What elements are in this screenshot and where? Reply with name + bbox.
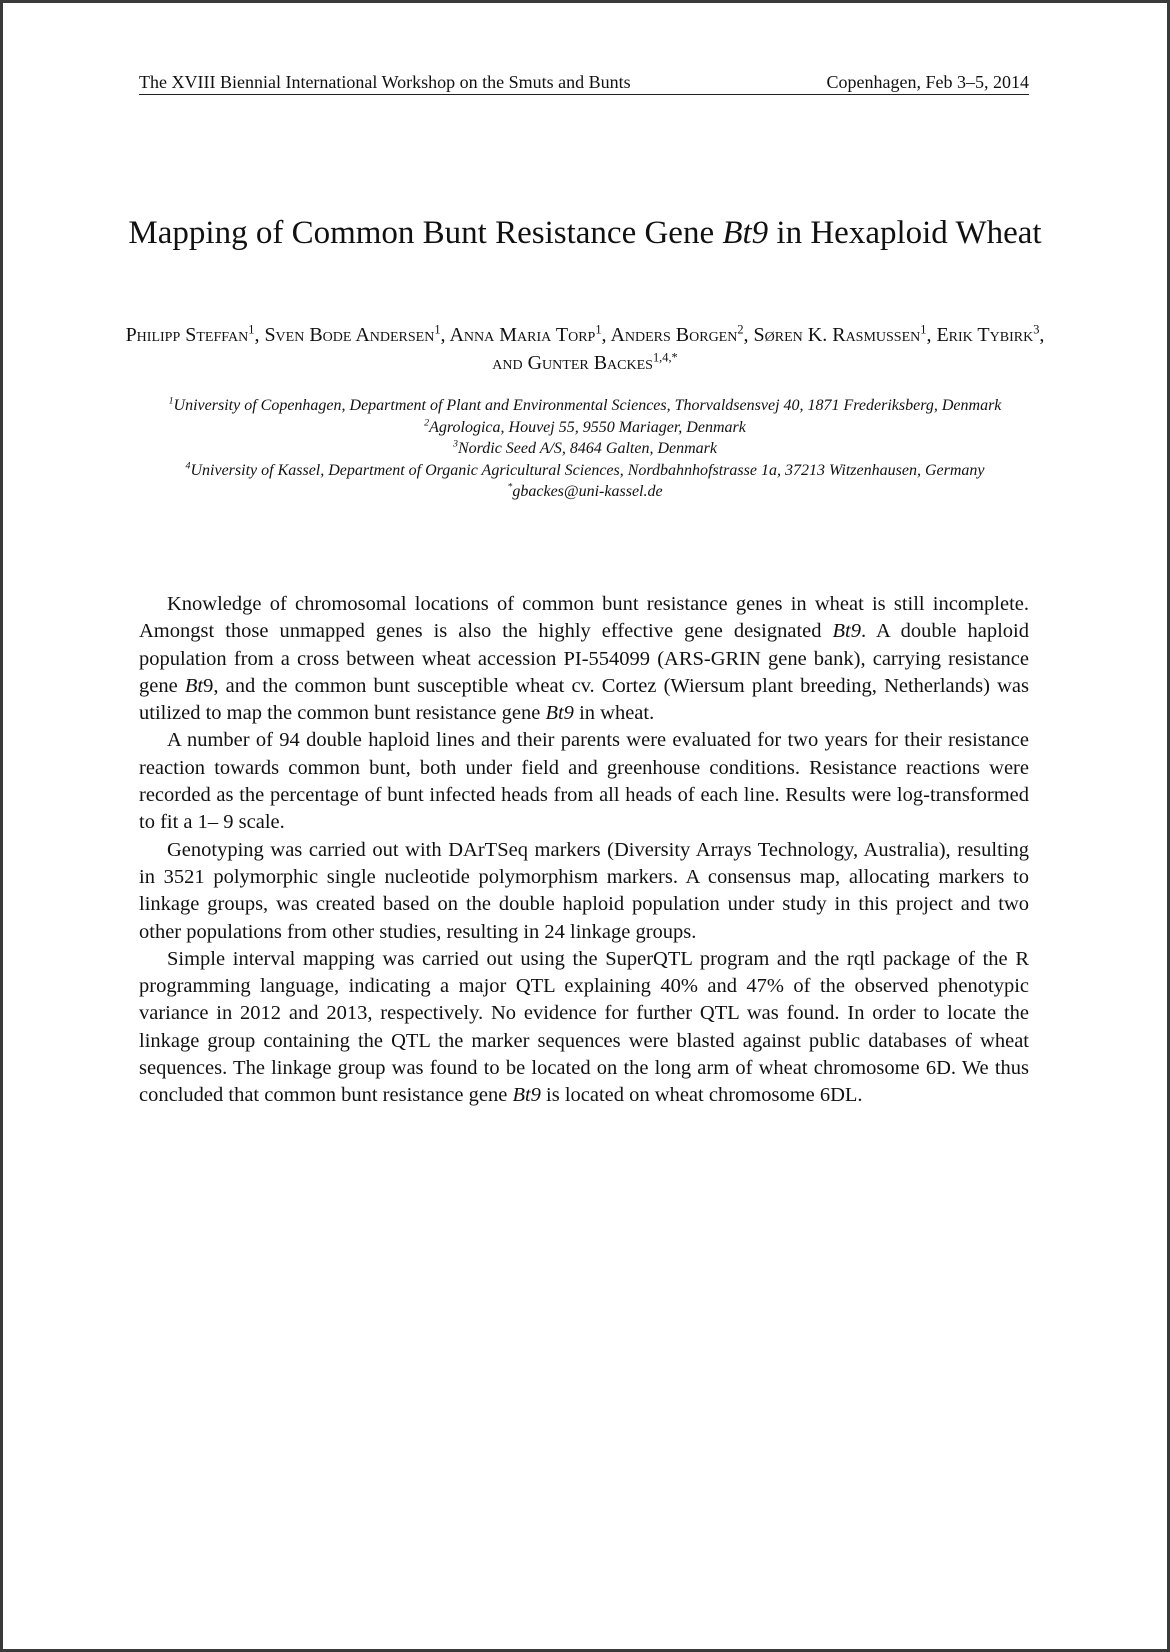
author-affiliation-mark: 3 xyxy=(1033,322,1040,337)
abstract-paragraph xyxy=(139,837,1029,946)
affiliation-mark: 3 xyxy=(452,438,458,450)
header-location-date: Copenhagen, Feb 3–5, 2014 xyxy=(826,72,1029,92)
affiliation-text: Nordic Seed A/S, 8464 Galten, Denmark xyxy=(457,440,718,457)
gene-name: Bt xyxy=(184,674,204,697)
gene-name: Bt9 xyxy=(545,702,574,725)
paragraph-text: 9, and the common bunt susceptible wheat cv. Cortez (Wiersum plant breeding, Netherlands) was utilized to map the common bunt resistance gene xyxy=(139,674,1030,725)
paragraph-text: A number of 94 double haploid lines and their parents were evaluated for two years for their resistance reaction towards common bunt, both under field and greenhouse conditions. Resistance reactions were recorded as the percentage of bunt infected heads from all heads of each line. Results were log-transformed to fit a 1– 9 scale. xyxy=(139,729,1029,834)
author-affiliation-mark: 1,4,* xyxy=(652,350,678,365)
author-affiliation-mark: 1 xyxy=(920,322,927,337)
paper-title xyxy=(123,211,1047,255)
affiliation-line xyxy=(137,481,1033,503)
author-separator: , xyxy=(926,324,937,346)
affiliation-line xyxy=(137,417,1033,439)
author-name: Sven Bode Andersen xyxy=(264,324,435,346)
abstract-paragraph xyxy=(139,727,1029,836)
affiliation-mark: 4 xyxy=(185,460,191,472)
affiliation-text: University of Copenhagen, Department of Plant and Environmental Sciences, Thorvaldsensvej 40, 1871 Frederiksberg, Denmark xyxy=(173,397,1002,414)
affiliation-mark: 2 xyxy=(424,417,430,429)
author-name: Erik Tybirk xyxy=(936,324,1034,346)
author-name: Gunter Backes xyxy=(527,352,653,374)
author-affiliation-mark: 1 xyxy=(434,322,441,337)
running-header xyxy=(139,67,1029,95)
title-gene-name: Bt9 xyxy=(722,215,769,251)
paragraph-text: Simple interval mapping was carried out using the SuperQTL program and the rqtl package of the R programming language, indicating a major QTL explaining 40% and 47% of the observed phenotypic variance in 2012 and 2013, respectively. No evidence for further QTL was found. In order to locate the linkage group containing the QTL the marker sequences were blasted against public databases of wheat sequences. The linkage group was found to be located on the long arm of wheat chromosome 6D. We thus concluded that common bunt resistance gene xyxy=(139,947,1029,1107)
abstract-body xyxy=(139,591,1029,1110)
abstract-paragraph xyxy=(139,946,1029,1110)
author-affiliation-mark: 1 xyxy=(595,322,602,337)
author-name: Philipp Steffan xyxy=(125,324,249,346)
title-text-start: Mapping of Common Bunt Resistance Gene xyxy=(128,215,723,251)
affiliation-line xyxy=(137,438,1033,460)
author-separator: , xyxy=(254,324,265,346)
gene-name: Bt9 xyxy=(832,620,861,643)
affiliation-text: University of Kassel, Department of Organic Agricultural Sciences, Nordbahnhofstrasse 1a, 37213 Witzenhausen, Germany xyxy=(190,461,985,479)
paragraph-text: in wheat. xyxy=(573,702,655,725)
author-separator: , xyxy=(440,324,450,346)
author-affiliation-mark: 2 xyxy=(737,322,744,337)
affiliation-line xyxy=(137,460,1033,482)
abstract-paragraph xyxy=(139,591,1029,727)
header-workshop-name: The XVIII Biennial International Workshop on the Smuts and Bunts xyxy=(139,72,631,92)
paragraph-text: . A double haploid population from a cross between wheat accession PI-554099 (ARS-GRIN gene bank), carrying resistance gene xyxy=(139,620,1029,697)
paragraph-text: Genotyping was carried out with DArTSeq markers (Diversity Arrays Technology, Australia), resulting in 3521 polymorphic single nucleotide polymorphism markers. A consensus map, allocating markers to linkage groups, was created based on the double haploid population under study in this project and two other populations from other studies, resulting in 24 linkage groups. xyxy=(139,838,1029,943)
affiliation-mark: 1 xyxy=(168,395,174,407)
paper-page xyxy=(3,3,1167,1649)
affiliation-list xyxy=(137,395,1033,503)
author-affiliation-mark: 1 xyxy=(248,322,255,337)
author-list xyxy=(123,321,1047,377)
affiliation-line xyxy=(137,395,1033,417)
affiliation-text: Agrologica, Houvej 55, 9550 Mariager, Denmark xyxy=(429,418,746,436)
author-name: Anna Maria Torp xyxy=(449,324,596,346)
author-separator: , xyxy=(743,324,754,346)
affiliation-mark: * xyxy=(507,481,513,493)
author-name: Anders Borgen xyxy=(610,324,738,346)
author-separator: , and xyxy=(492,324,1045,374)
gene-name: Bt9 xyxy=(512,1084,541,1107)
author-name: Søren K. Rasmussen xyxy=(753,324,921,346)
title-text-end: in Hexaploid Wheat xyxy=(768,215,1042,251)
paragraph-text: Knowledge of chromosomal locations of common bunt resistance genes in wheat is still incomplete. Amongst those unmapped genes is also the highly effective gene designated xyxy=(139,593,1029,643)
author-separator: , xyxy=(601,324,611,346)
paragraph-text: is located on wheat chromosome 6DL. xyxy=(540,1084,863,1107)
affiliation-text: gbackes@uni-kassel.de xyxy=(512,483,663,500)
